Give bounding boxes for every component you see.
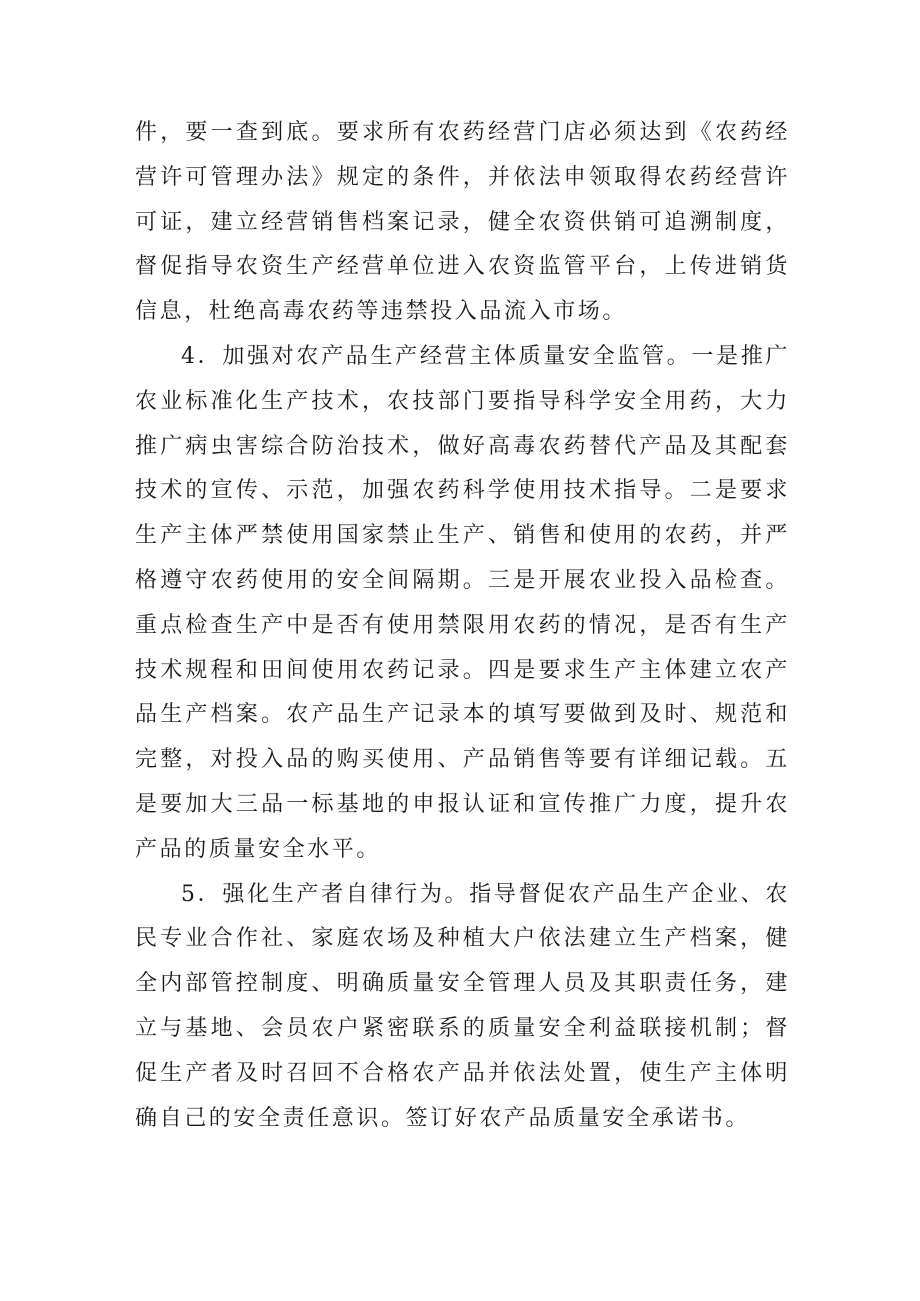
paragraph-item-5: 5．强化生产者自律行为。指导督促农产品生产企业、农民专业合作社、家庭农场及种植大户依法建立生产档案，健全内部管控制度、明确质量安全管理人员及其职责任务，建立与基地、会员农户紧密联系的质量安全利益联接机制；督促生产者及时召回不合格农产品并依法处置，使生产主体明确自己的安全责任意识。签订好农产品质量安全承诺书。 [135,881,790,1131]
paragraph-continuation: 件，要一查到底。要求所有农药经营门店必须达到《农药经营许可管理办法》规定的条件，并依法申领取得农药经营许可证，建立经营销售档案记录，健全农资供销可追溯制度，督促指导农资生产经营单位进入农资监管平台，上传进销货信息，杜绝高毒农药等违禁投入品流入市场。 [135,120,790,325]
paragraph-item-4: 4．加强对农产品生产经营主体质量安全监管。一是推广农业标准化生产技术，农技部门要指导科学安全用药，大力推广病虫害综合防治技术，做好高毒农药替代产品及其配套技术的宣传、示范，加强农药科学使用技术指导。二是要求生产主体严禁使用国家禁止生产、销售和使用的农药，并严格遵守农药使用的安全间隔期。三是开展农业投入品检查。重点检查生产中是否有使用禁限用农药的情况，是否有生产技术规程和田间使用农药记录。四是要求生产主体建立农产品生产档案。农产品生产记录本的填写要做到及时、规范和完整，对投入品的购买使用、产品销售等要有详细记载。五是要加大三品一标基地的申报认证和宣传推广力度，提升农产品的质量安全水平。 [135,343,790,862]
document-page [135,111,790,1141]
